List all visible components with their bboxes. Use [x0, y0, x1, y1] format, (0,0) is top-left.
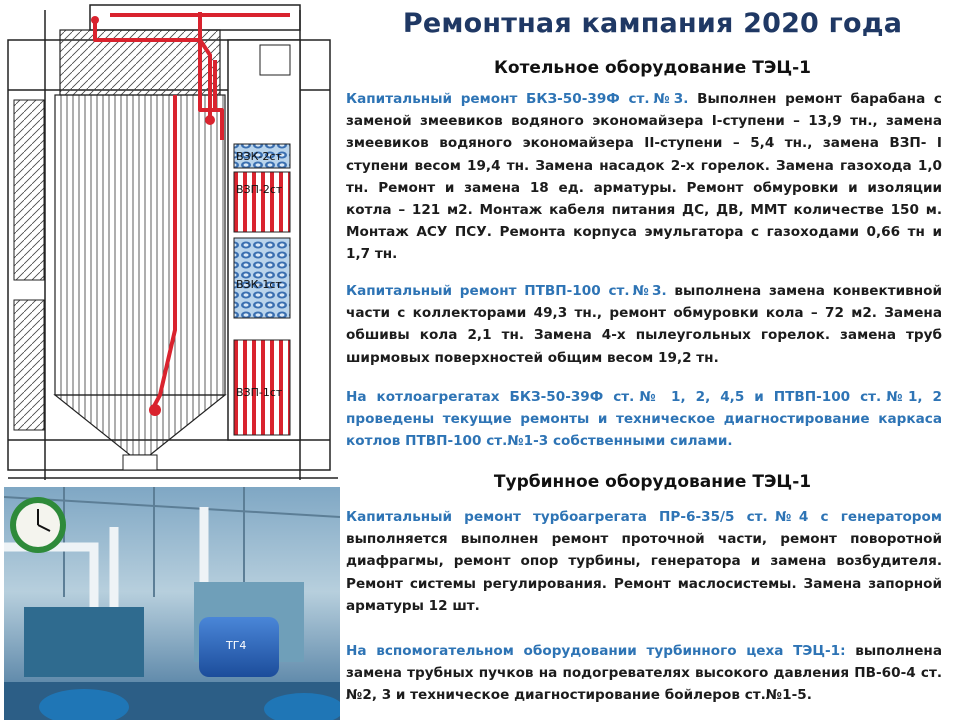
boiler-paragraph-3-lead: На котлоагрегатах БКЗ-50-39Ф ст.№ 1, 2, 4,5 и ПТВП-100 ст.№1, 2 проведены текущие ремонты и техническое диагностирование каркаса котлов ПТВП-100 ст.№1-3 собственными силами. — [346, 389, 942, 450]
turbine-paragraph-1 — [346, 506, 942, 617]
boiler-diagram — [0, 0, 345, 485]
clock-icon — [10, 497, 66, 553]
boiler-paragraph-2 — [346, 280, 942, 369]
turbine-paragraph-2-text: выполнена замена трубных пучков на подогревателях высокого давления ПВ-60-4 ст.№2, 3 и техническое диагностирование бойлеров ст.№1-5. — [346, 643, 942, 704]
boiler-section-heading: Котельное оборудование ТЭЦ-1 — [494, 58, 811, 78]
turbine-paragraph-1-lead: Капитальный ремонт турбоагрегата ПР-6-35/5 ст.№4 с генератором — [346, 509, 942, 525]
boiler-paragraph-1-text: Выполнен ремонт барабана с заменой змеевиков водяного экономайзера I-ступени – 13,9 тн., замена змеевиков водяного экономайзера II-ступени – 5,4 тн., замена ВЗП- I ступени весом 19,4 тн. Замена насадок 2-х горелок. Замена газохода 1,0 тн. Ремонт и замена 18 ед. арматуры. Ремонт обмуровки и изоляции котла – 121 м2. Монтаж кабеля питания ДС, ДВ, ММТ количестве 150 м. Монтаж АСУ ПСУ. Ремонта корпуса эмульгатора с газоходами 0,66 тн и 1,7 тн. — [346, 91, 942, 263]
boiler-paragraph-2-lead: Капитальный ремонт ПТВП-100 ст.№3. — [346, 283, 667, 299]
turbine-paragraph-2 — [346, 640, 942, 707]
label-air-heater-1: ВЗП-1ст — [236, 386, 283, 399]
boiler-paragraph-3 — [346, 386, 942, 453]
furnace-tubes — [55, 95, 225, 395]
air-heater-2-block — [234, 172, 290, 232]
turbine-hall-photo — [4, 487, 340, 720]
boiler-paragraph-1-lead: Капитальный ремонт БКЗ-50-39Ф ст.№3. — [346, 91, 689, 107]
turbine-paragraph-1-text: выполняется выполнен ремонт проточной части, ремонт поворотной диафрагмы, ремонт опор турбины, генератора и замена возбудителя. Ремонт системы регулирования. Ремонт маслосистемы. Замена запорной арматуры 12 шт. — [346, 531, 942, 614]
turbine-paragraph-2-lead: На вспомогательном оборудовании турбинного цеха ТЭЦ-1: — [346, 643, 846, 659]
page-title: Ремонтная кампания 2020 года — [402, 8, 903, 39]
generator-label: ТГ4 — [226, 639, 247, 652]
label-economizer-2: ВЗК-2ст — [236, 150, 282, 163]
label-air-heater-2: ВЗП-2ст — [236, 183, 283, 196]
turbine-section-heading: Турбинное оборудование ТЭЦ-1 — [493, 472, 812, 492]
boiler-paragraph-1 — [346, 88, 942, 266]
label-economizer-1: ВЗК-1ст — [236, 278, 282, 291]
boiler-paragraph-2-text: выполнена замена конвективной части с коллекторами 49,3 тн., ремонт обмуровки кола – 72 м2. Замена обшивы кола 2,1 тн. Замена 4-х пылеугольных горелок. замена труб ширмовых поверхностей общим весом 19,2 тн. — [346, 283, 942, 366]
